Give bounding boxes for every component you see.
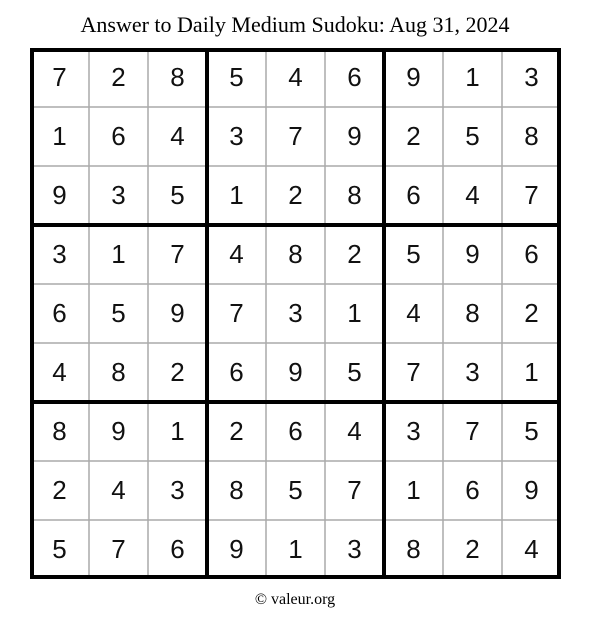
sudoku-cell: 9 xyxy=(347,121,362,151)
page-title: Answer to Daily Medium Sudoku: Aug 31, 2024 xyxy=(80,12,510,37)
sudoku-cell: 9 xyxy=(52,180,67,210)
sudoku-cell: 9 xyxy=(111,416,126,446)
sudoku-cell: 7 xyxy=(406,357,421,387)
sudoku-cell: 9 xyxy=(229,534,244,564)
sudoku-cell: 6 xyxy=(170,534,185,564)
sudoku-cell: 2 xyxy=(52,475,67,505)
sudoku-cell: 4 xyxy=(111,475,126,505)
sudoku-cell: 6 xyxy=(52,298,67,328)
sudoku-cell: 8 xyxy=(465,298,480,328)
sudoku-cell: 4 xyxy=(465,180,480,210)
sudoku-cell: 1 xyxy=(347,298,362,328)
sudoku-cell: 4 xyxy=(170,121,185,151)
sudoku-cell: 4 xyxy=(52,357,67,387)
sudoku-cell: 8 xyxy=(229,475,244,505)
sudoku-cell: 7 xyxy=(229,298,244,328)
sudoku-cell: 1 xyxy=(465,62,480,92)
sudoku-cell: 2 xyxy=(111,62,126,92)
sudoku-cell: 3 xyxy=(111,180,126,210)
sudoku-cell: 2 xyxy=(170,357,185,387)
sudoku-cell: 3 xyxy=(229,121,244,151)
sudoku-cell: 8 xyxy=(288,239,303,269)
sudoku-cell: 6 xyxy=(524,239,539,269)
sudoku-board xyxy=(30,48,561,579)
sudoku-cell: 3 xyxy=(347,534,362,564)
sudoku-cell: 5 xyxy=(170,180,185,210)
sudoku-cell: 9 xyxy=(288,357,303,387)
sudoku-cell: 1 xyxy=(288,534,303,564)
sudoku-cell: 6 xyxy=(288,416,303,446)
sudoku-cell: 5 xyxy=(52,534,67,564)
sudoku-cell: 4 xyxy=(288,62,303,92)
sudoku-cell: 2 xyxy=(229,416,244,446)
sudoku-cell: 1 xyxy=(229,180,244,210)
sudoku-cell: 8 xyxy=(347,180,362,210)
sudoku-cell: 3 xyxy=(465,357,480,387)
sudoku-cell: 4 xyxy=(347,416,362,446)
copyright-footer: © valeur.org xyxy=(254,591,336,608)
sudoku-cell: 3 xyxy=(406,416,421,446)
sudoku-cell: 9 xyxy=(406,62,421,92)
sudoku-cell: 9 xyxy=(465,239,480,269)
sudoku-cell: 7 xyxy=(52,62,67,92)
sudoku-cell: 9 xyxy=(170,298,185,328)
sudoku-cell: 7 xyxy=(288,121,303,151)
sudoku-cell: 5 xyxy=(229,62,244,92)
sudoku-cell: 2 xyxy=(465,534,480,564)
sudoku-cell: 8 xyxy=(406,534,421,564)
sudoku-cell: 2 xyxy=(406,121,421,151)
sudoku-cell: 7 xyxy=(347,475,362,505)
sudoku-cell: 5 xyxy=(288,475,303,505)
sudoku-cell: 9 xyxy=(524,475,539,505)
sudoku-cell: 1 xyxy=(406,475,421,505)
sudoku-cell: 2 xyxy=(288,180,303,210)
sudoku-cell: 1 xyxy=(52,121,67,151)
sudoku-cell: 6 xyxy=(347,62,362,92)
sudoku-cell: 5 xyxy=(111,298,126,328)
sudoku-cell: 8 xyxy=(111,357,126,387)
sudoku-cell: 6 xyxy=(465,475,480,505)
sudoku-cell: 3 xyxy=(170,475,185,505)
sudoku-cell: 3 xyxy=(524,62,539,92)
sudoku-cell: 2 xyxy=(524,298,539,328)
sudoku-cell: 7 xyxy=(170,239,185,269)
sudoku-cell: 6 xyxy=(111,121,126,151)
sudoku-cell: 7 xyxy=(465,416,480,446)
sudoku-cell: 7 xyxy=(111,534,126,564)
sudoku-cell: 8 xyxy=(52,416,67,446)
sudoku-cell: 6 xyxy=(406,180,421,210)
sudoku-cell: 8 xyxy=(170,62,185,92)
sudoku-cell: 6 xyxy=(229,357,244,387)
sudoku-cell: 4 xyxy=(524,534,539,564)
sudoku-grid-lines xyxy=(30,48,561,579)
sudoku-cell: 1 xyxy=(170,416,185,446)
sudoku-cell: 2 xyxy=(347,239,362,269)
sudoku-cell: 7 xyxy=(524,180,539,210)
sudoku-cell: 1 xyxy=(524,357,539,387)
sudoku-cell: 5 xyxy=(524,416,539,446)
sudoku-cell: 5 xyxy=(406,239,421,269)
sudoku-cell: 3 xyxy=(52,239,67,269)
sudoku-cell: 4 xyxy=(229,239,244,269)
sudoku-cell: 8 xyxy=(524,121,539,151)
sudoku-cell: 5 xyxy=(465,121,480,151)
sudoku-cell: 3 xyxy=(288,298,303,328)
sudoku-cell: 5 xyxy=(347,357,362,387)
sudoku-cell: 1 xyxy=(111,239,126,269)
sudoku-cell: 4 xyxy=(406,298,421,328)
